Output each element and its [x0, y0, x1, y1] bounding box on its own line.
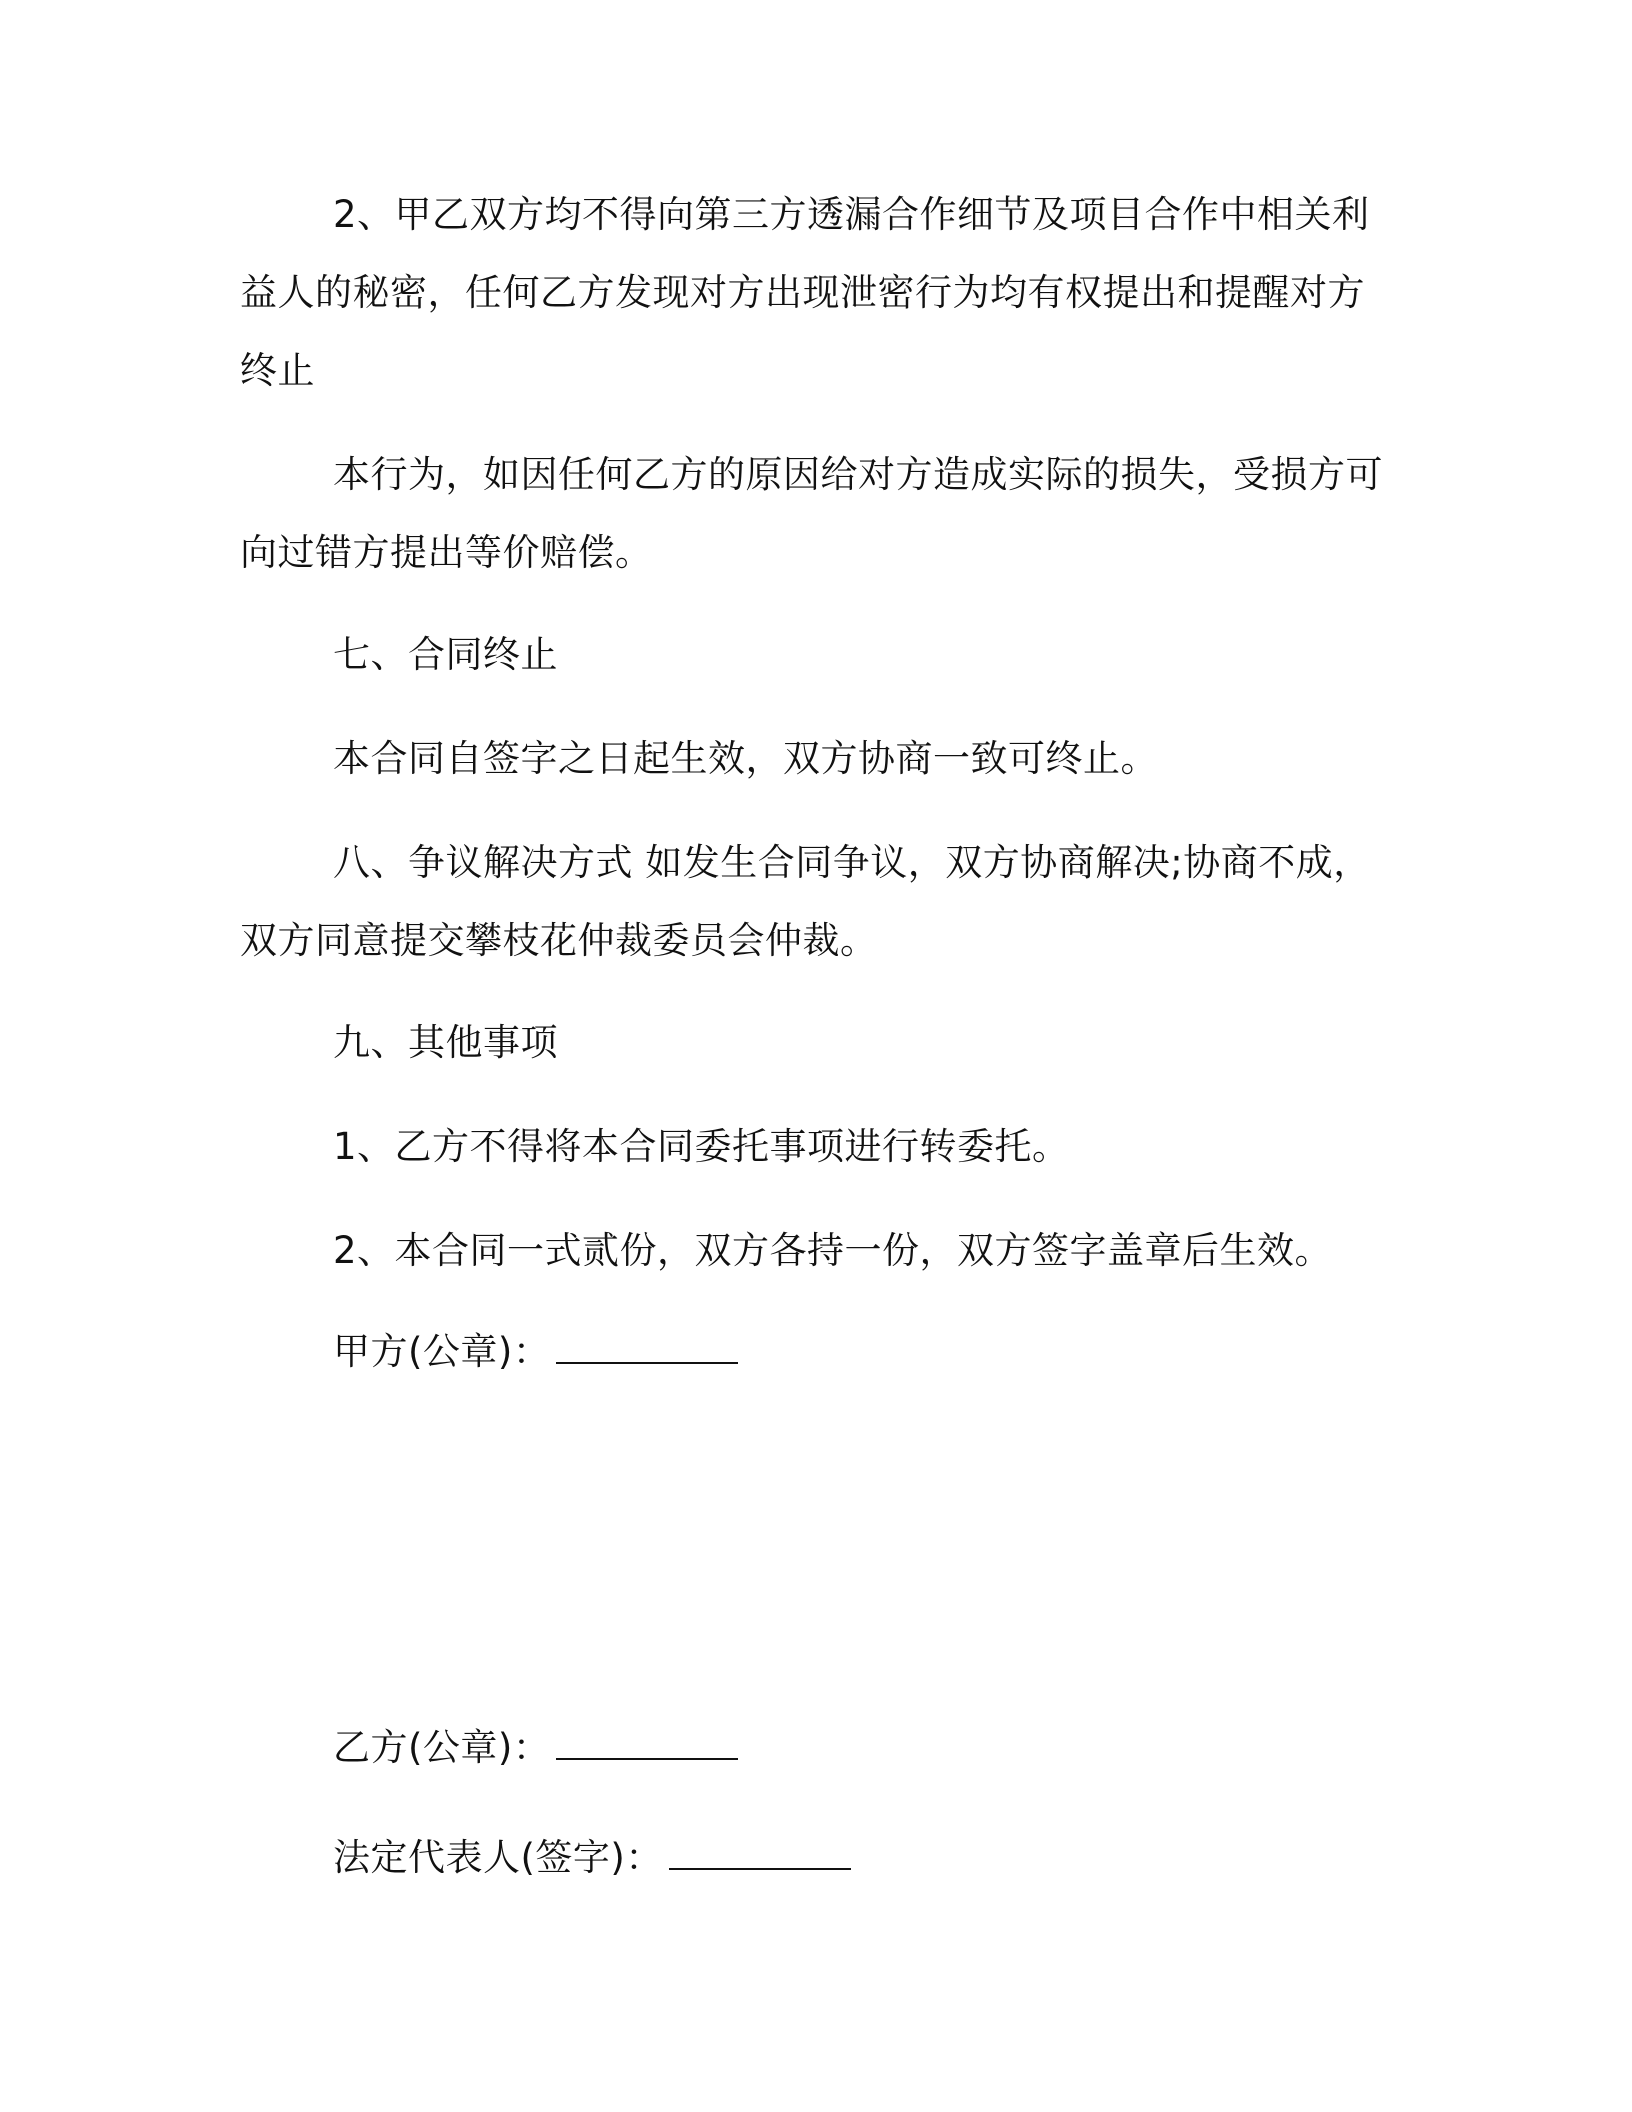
party-a-blank: [556, 1358, 738, 1364]
section-8-line-1: 八、争议解决方式 如发生合同争议，双方协商解决;协商不成，: [333, 841, 1371, 884]
section-9-item-1: 1、乙方不得将本合同委托事项进行转委托。: [333, 1125, 1070, 1168]
section-7-heading: 七、合同终止: [333, 633, 558, 676]
party-b-label: 乙方(公章)：: [333, 1726, 551, 1769]
legal-rep-signature: [333, 1833, 851, 1883]
para-confidential-line-2: 益人的秘密，任何乙方发现对方出现泄密行为均有权提出和提醒对方: [240, 271, 1365, 314]
section-9-item-2: 2、本合同一式贰份，双方各持一份，双方签字盖章后生效。: [333, 1229, 1333, 1272]
section-9-heading: 九、其他事项: [333, 1021, 558, 1064]
legal-rep-blank: [669, 1864, 851, 1870]
section-8-line-2: 双方同意提交攀枝花仲裁委员会仲裁。: [240, 919, 878, 962]
party-a-label: 甲方(公章)：: [333, 1330, 551, 1373]
para-compensation-line-2: 向过错方提出等价赔偿。: [240, 531, 653, 574]
party-a-signature: [333, 1327, 738, 1377]
legal-rep-label: 法定代表人(签字)：: [333, 1836, 663, 1879]
party-b-blank: [556, 1754, 738, 1760]
para-confidential-line-1: 2、甲乙双方均不得向第三方透漏合作细节及项目合作中相关利: [333, 193, 1370, 236]
section-7-body: 本合同自签字之日起生效，双方协商一致可终止。: [333, 737, 1158, 780]
party-b-signature: [333, 1723, 738, 1773]
para-confidential-line-3: 终止: [240, 349, 315, 392]
para-compensation-line-1: 本行为，如因任何乙方的原因给对方造成实际的损失，受损方可: [333, 453, 1383, 496]
